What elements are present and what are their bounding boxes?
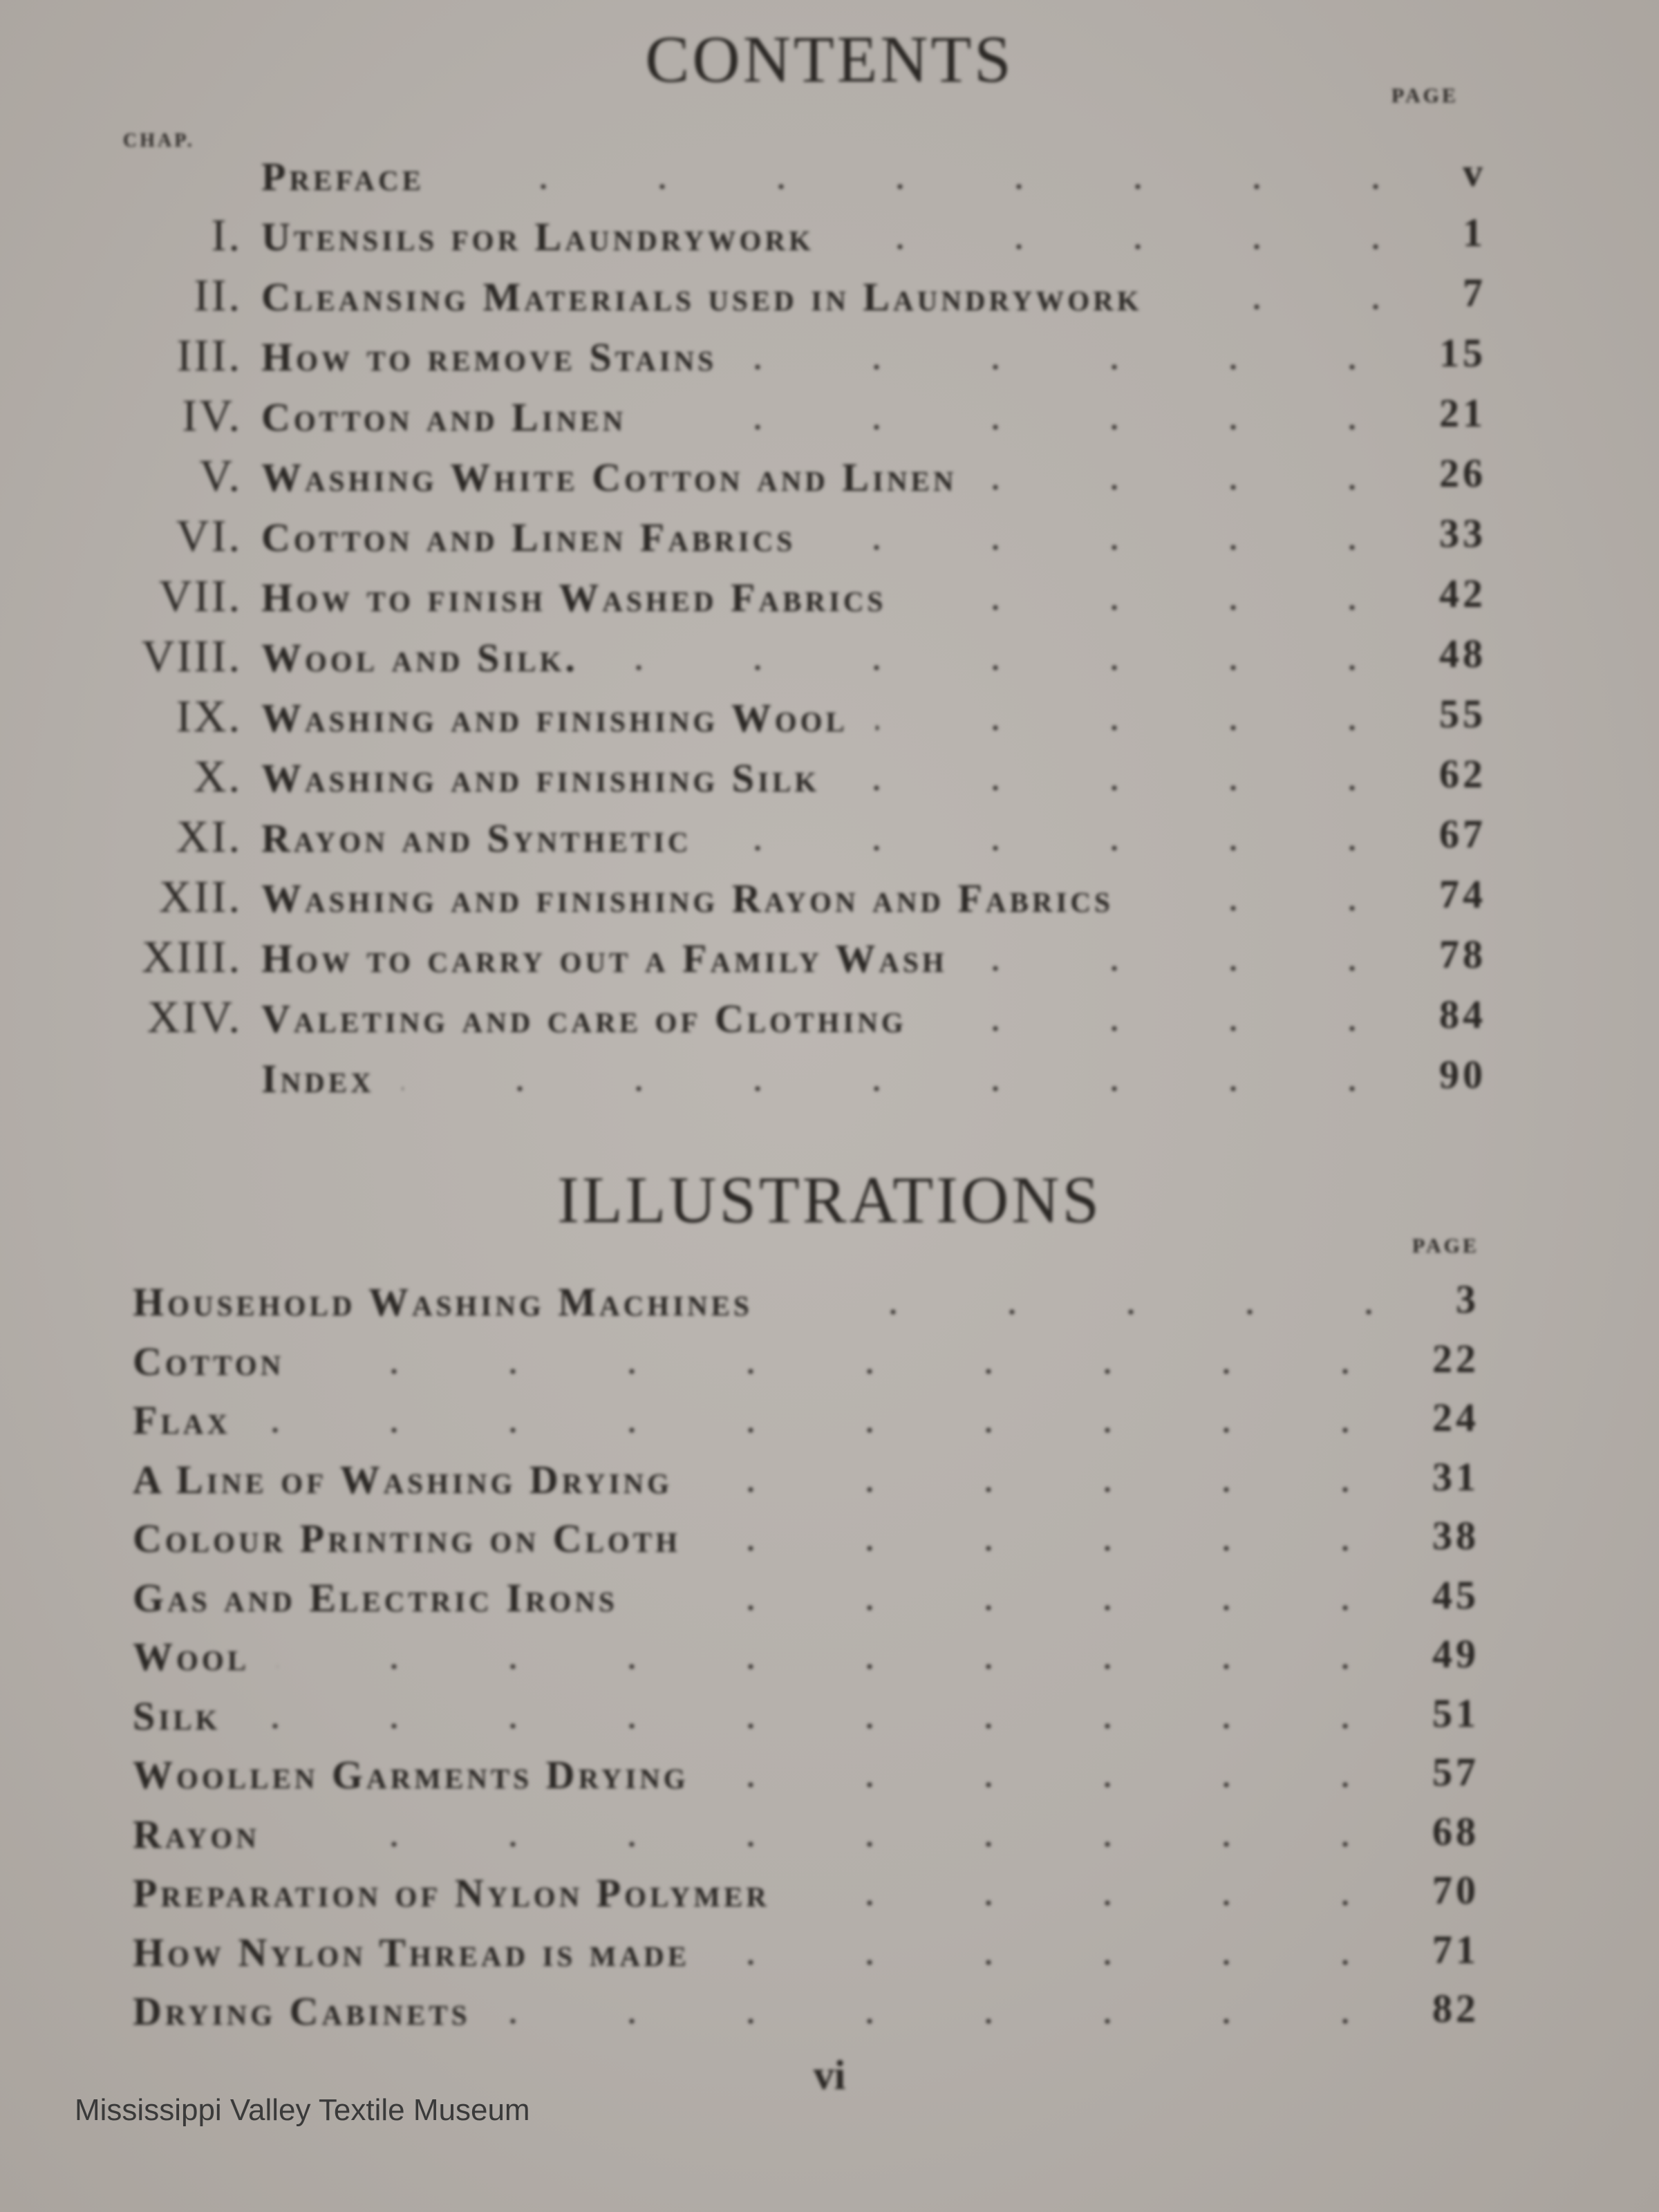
illustrations-heading: ILLUSTRATIONS [557, 1163, 1102, 1237]
chapter-title: Cleansing Materials used in Laundrywork [261, 274, 1143, 319]
page-folio: vi [813, 2052, 846, 2098]
dot-leader [312, 1351, 1405, 1392]
illustration-entry [0, 1870, 1659, 1925]
dot-leader [744, 346, 1412, 388]
illustration-entry [0, 1988, 1659, 2043]
page-number: 31 [1432, 1454, 1479, 1499]
dot-leader [798, 1882, 1405, 1924]
chapter-title: How to remove Stains [261, 335, 718, 379]
chapter-number: III. [176, 330, 242, 381]
dot-leader [847, 767, 1412, 809]
chapter-number: X. [193, 751, 242, 802]
page-number: 3 [1456, 1277, 1479, 1322]
museum-credit: Mississippi Valley Textile Museum [75, 2093, 530, 2127]
chapter-title: Rayon and Synthetic [261, 816, 692, 861]
chapter-number: XII. [158, 872, 242, 922]
illustrations-page-label: PAGE [1412, 1235, 1479, 1257]
chap-label: CHAP. [123, 130, 195, 151]
chapter-title: Cotton and Linen [261, 395, 627, 440]
dot-leader [718, 1942, 1405, 1983]
page-number: v [1463, 150, 1486, 195]
chapter-title: Washing and finishing Silk [261, 756, 821, 800]
page-number: 71 [1432, 1927, 1479, 1972]
chapter-title: Washing and finishing Wool [261, 695, 848, 740]
contents-entry [0, 571, 1659, 630]
page-number: 55 [1439, 691, 1486, 736]
page-number: 21 [1439, 391, 1486, 435]
contents-page-label: PAGE [1391, 84, 1459, 107]
contents-entry [0, 992, 1659, 1051]
chapter-title: Washing White Cotton and Linen [261, 455, 957, 500]
page-number: 22 [1432, 1335, 1479, 1381]
chapter-number: V. [199, 451, 242, 501]
illustration-title: Cotton [133, 1338, 285, 1384]
chapter-title: How to carry out a Family Wash [261, 936, 948, 981]
chapter-number: XIII. [141, 932, 242, 982]
page-number: 51 [1432, 1690, 1479, 1736]
contents-entry [0, 391, 1659, 449]
dot-leader [717, 1764, 1405, 1806]
dot-leader [277, 1646, 1405, 1687]
illustration-entry [0, 1397, 1659, 1452]
chapter-title: Preface [261, 154, 424, 199]
page-number: 67 [1439, 812, 1486, 856]
chapter-number: II. [194, 270, 242, 321]
dot-leader [842, 226, 1435, 268]
chapter-title: Wool and Silk. [261, 635, 579, 680]
contents-entry [0, 451, 1659, 509]
chapter-title: How to finish Washed Fabrics [261, 575, 887, 620]
chapter-title: Washing and finishing Rayon and Fabrics [261, 876, 1114, 921]
illustration-title: Household Washing Machines [133, 1280, 753, 1324]
dot-leader [646, 1587, 1405, 1629]
contents-entry [0, 330, 1659, 389]
dot-leader [259, 1409, 1405, 1451]
contents-entry [0, 511, 1659, 570]
contents-heading: CONTENTS [645, 22, 1014, 96]
illustration-entry [0, 1929, 1659, 1985]
page-number: 74 [1439, 872, 1486, 917]
contents-entry [0, 150, 1659, 209]
dot-leader [823, 527, 1412, 568]
page-number: 48 [1439, 631, 1486, 676]
dot-leader [1170, 286, 1435, 328]
illustration-title: Silk [133, 1693, 221, 1738]
chapter-number: VIII. [141, 631, 242, 682]
contents-entry [0, 691, 1659, 750]
dot-leader [654, 406, 1412, 448]
contents-entry [0, 932, 1659, 991]
page-number: 26 [1439, 451, 1486, 496]
dot-leader [975, 948, 1412, 989]
chapter-number: IX. [176, 691, 242, 742]
contents-entry [0, 812, 1659, 870]
illustration-entry [0, 1335, 1659, 1394]
dot-leader [248, 1705, 1405, 1747]
illustration-title: Woollen Garments Drying [133, 1752, 689, 1797]
chapter-number: VI. [176, 511, 242, 561]
contents-entry [0, 751, 1659, 810]
page-number: 78 [1439, 932, 1486, 977]
contents-entry [0, 1052, 1659, 1111]
dot-leader [498, 2000, 1405, 2042]
illustration-entry [0, 1572, 1659, 1630]
dot-leader [1141, 888, 1412, 929]
illustration-title: Rayon [133, 1811, 260, 1857]
dot-leader [402, 1068, 1412, 1109]
dot-leader [452, 166, 1435, 207]
page-number: 38 [1432, 1513, 1479, 1558]
page-number: 70 [1432, 1868, 1479, 1913]
page-number: 1 [1463, 210, 1486, 255]
dot-leader [780, 1291, 1428, 1333]
dot-leader [876, 707, 1412, 749]
chapter-number: VII. [158, 571, 242, 621]
dot-leader [914, 587, 1412, 628]
illustration-title: Wool [133, 1634, 250, 1679]
page-number: 84 [1439, 992, 1486, 1037]
illustration-title: A Line of Washing Drying [133, 1456, 673, 1502]
page-number: 45 [1432, 1572, 1479, 1618]
illustration-title: How Nylon Thread is made [133, 1929, 691, 1975]
illustration-title: Gas and Electric Irons [133, 1575, 618, 1620]
page-number: 90 [1439, 1052, 1486, 1097]
contents-entry [0, 872, 1659, 930]
dot-leader [985, 467, 1412, 508]
dot-leader [288, 1824, 1405, 1865]
dot-leader [606, 647, 1412, 688]
illustration-title: Colour Printing on Cloth [133, 1516, 681, 1561]
page-number: 15 [1439, 330, 1486, 375]
page-number: 82 [1432, 1986, 1479, 2031]
dot-leader [700, 1469, 1405, 1510]
illustration-entry [0, 1752, 1659, 1807]
illustration-title: Drying Cabinets [133, 1989, 471, 2034]
page-number: 24 [1432, 1395, 1479, 1440]
illustration-title: Flax [133, 1398, 231, 1443]
chapter-title: Valeting and care of Clothing [261, 996, 907, 1041]
chapter-number: IV. [182, 391, 242, 441]
page-number: 68 [1432, 1808, 1479, 1854]
illustration-entry [0, 1808, 1659, 1866]
contents-entry [0, 270, 1659, 329]
page-number: 49 [1432, 1631, 1479, 1676]
dot-leader [935, 1008, 1412, 1049]
illustration-entry [0, 1279, 1659, 1334]
illustration-entry [0, 1690, 1659, 1748]
chapter-title: Cotton and Linen Fabrics [261, 515, 796, 560]
chapter-title: Index [261, 1056, 375, 1101]
chapter-title: Utensils for Laundrywork [261, 214, 814, 259]
page-number: 33 [1439, 511, 1486, 556]
page-number: 7 [1463, 270, 1486, 315]
dot-leader [720, 827, 1412, 869]
illustration-entry [0, 1633, 1659, 1689]
illustration-entry [0, 1456, 1659, 1512]
chapter-number: XIV. [147, 992, 242, 1042]
page-number: 57 [1432, 1750, 1479, 1794]
chapter-number: XI. [176, 812, 242, 862]
illustration-entry [0, 1515, 1659, 1571]
chapter-number: I. [211, 210, 242, 261]
contents-entry [0, 631, 1659, 690]
page-number: 62 [1439, 751, 1486, 796]
contents-entry [0, 210, 1659, 269]
illustration-title: Preparation of Nylon Polymer [133, 1871, 770, 1915]
page-number: 42 [1439, 571, 1486, 616]
dot-leader [709, 1528, 1405, 1569]
